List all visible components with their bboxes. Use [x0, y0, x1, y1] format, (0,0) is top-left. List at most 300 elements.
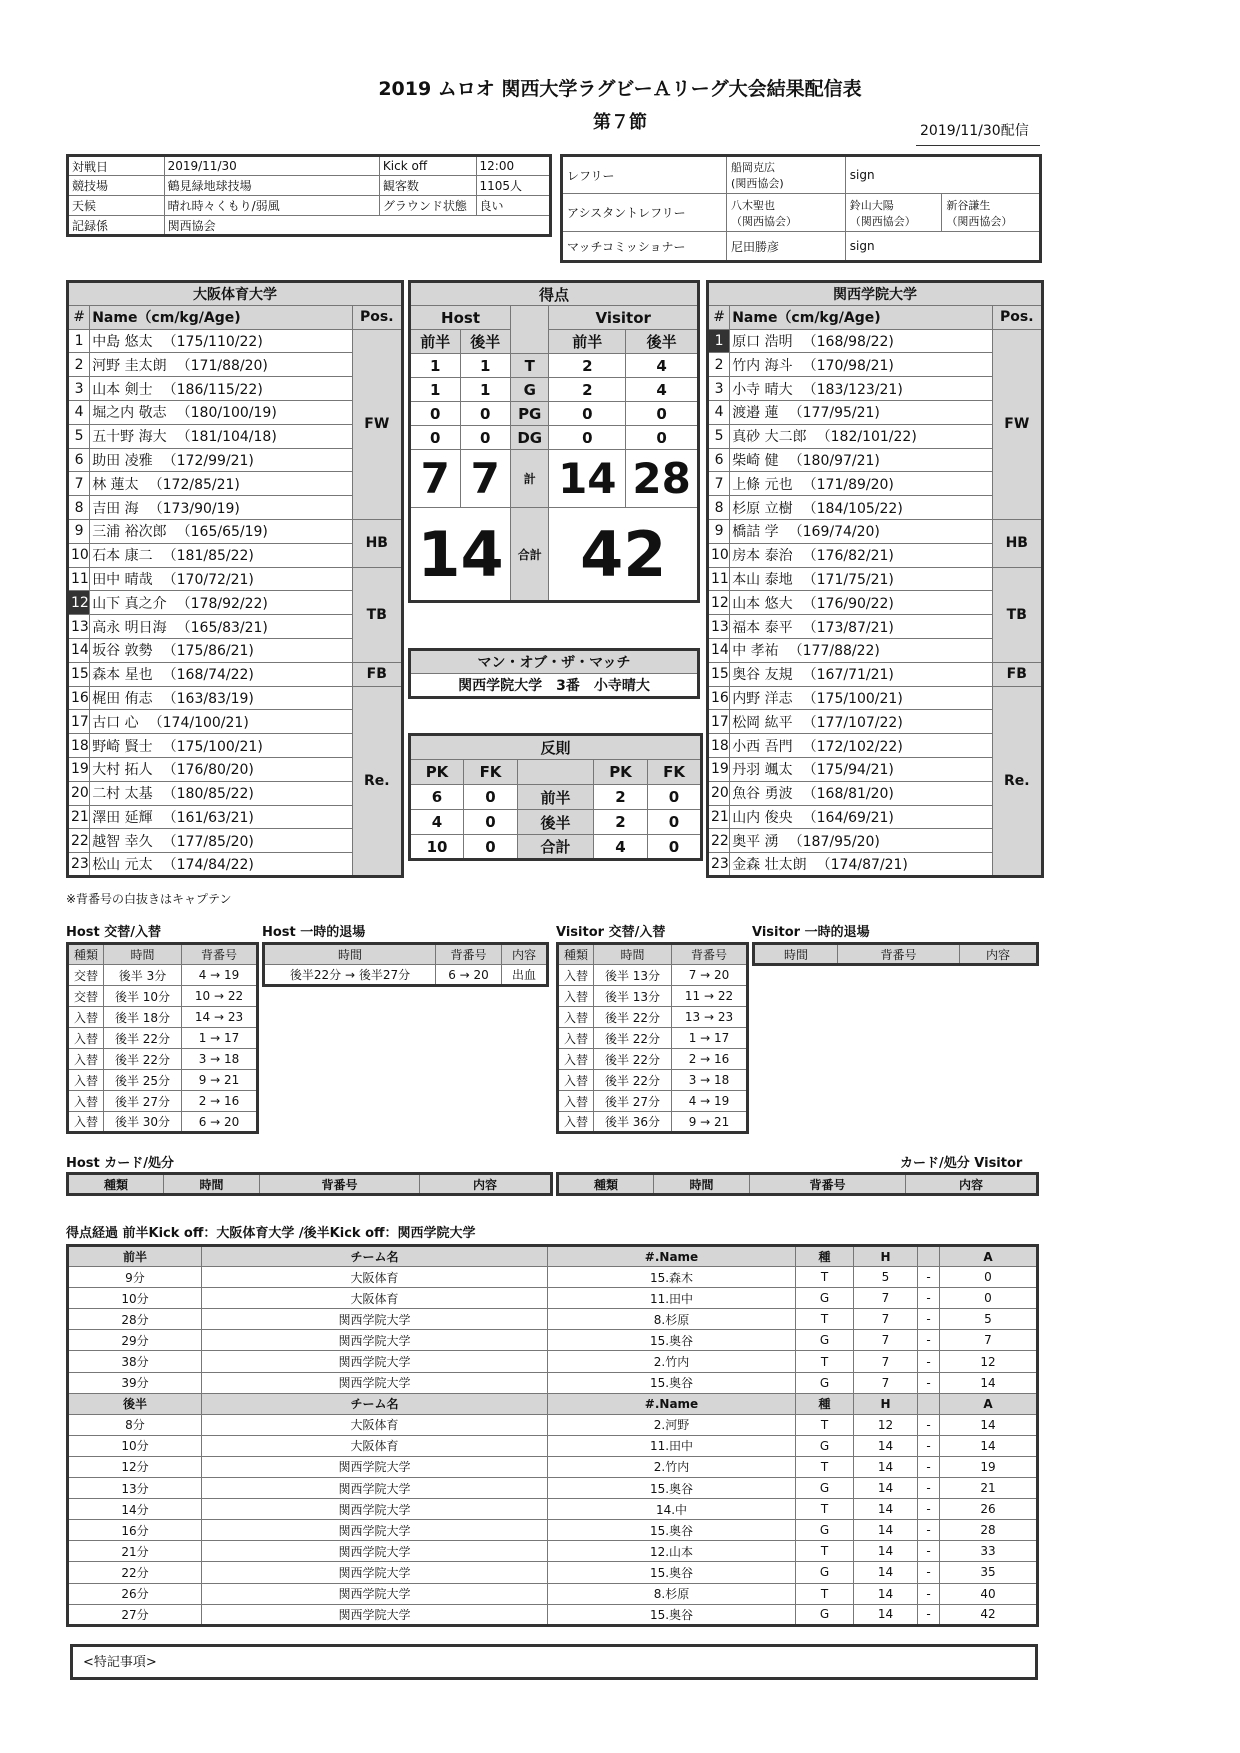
host-second-half-label: 後半 [460, 330, 511, 354]
player-cell [730, 400, 992, 424]
player-stats: （182/101/22) [816, 429, 917, 446]
player-name: 梶田 侑志 [92, 690, 153, 707]
score-breakdown [410, 354, 699, 450]
player-stats: （161/63/21) [162, 809, 254, 826]
player-name: 山下 真之介 [92, 595, 167, 612]
column-header: 時間 [164, 1174, 260, 1195]
player-stats: （168/81/20) [802, 786, 894, 803]
player-stats: （171/88/20) [176, 357, 268, 374]
table-row [558, 1028, 748, 1049]
table-cell: 後半 10分 [104, 986, 182, 1007]
table-cell: 後半 30分 [104, 1112, 182, 1133]
player-cell [730, 829, 992, 853]
scoring-cell: 39分 [68, 1372, 202, 1393]
visitor-total-score: 42 [549, 508, 699, 602]
recorder-label: 記録係 [68, 216, 165, 236]
scoring-cell: G [796, 1604, 854, 1625]
penalty-period: 前半 [518, 785, 594, 810]
player-number: 18 [68, 734, 90, 758]
scoring-cell: T [796, 1267, 854, 1288]
player-name: 魚谷 勇波 [732, 786, 793, 803]
scoring-column-header: 種 [796, 1393, 854, 1414]
player-name: 野崎 賢士 [92, 738, 153, 755]
player-name: 松山 元太 [92, 857, 153, 874]
player-stats: （172/85/21) [148, 476, 240, 493]
player-number: 8 [68, 496, 90, 520]
scoring-body [68, 1246, 1038, 1626]
player-stats: （175/94/21) [802, 762, 894, 779]
roster-team-header [708, 282, 1043, 306]
player-number: 7 [708, 472, 730, 496]
scoring-cell: 5 [854, 1267, 918, 1288]
column-header: 時間 [264, 944, 436, 965]
roster-row [708, 519, 1043, 543]
player-stats: （170/72/21) [162, 571, 254, 588]
host-second-half-DG: 0 [460, 426, 511, 450]
player-cell [730, 543, 992, 567]
penalty-row [410, 835, 702, 860]
table-cell: 後半 22分 [104, 1028, 182, 1049]
position-re: Re. [352, 686, 402, 876]
visitor-subs-table [556, 942, 749, 1134]
scoring-cell: - [918, 1330, 940, 1351]
column-header: 種類 [68, 944, 104, 965]
scoring-cell: 14 [854, 1604, 918, 1625]
player-name: 古口 心 [92, 714, 139, 731]
scoring-cell: - [918, 1309, 940, 1330]
scoring-cell: 11.田中 [548, 1435, 796, 1456]
player-stats: （186/115/22) [162, 381, 263, 398]
player-name: 小西 吾門 [732, 738, 793, 755]
scoring-row [68, 1583, 1038, 1604]
visitor-first-half-points: 14 [549, 450, 626, 508]
player-name: 五十野 海大 [92, 429, 167, 446]
subtotal-label: 計 [511, 450, 549, 508]
player-cell [730, 472, 992, 496]
table-cell: 後半22分 → 後半27分 [264, 965, 436, 986]
player-name: 山内 俊央 [732, 809, 793, 826]
player-cell [90, 734, 352, 758]
scoring-cell: 22分 [68, 1562, 202, 1583]
visitor-pk: 2 [594, 810, 648, 835]
scoring-cell: - [918, 1499, 940, 1520]
player-number: 14 [708, 638, 730, 662]
scoring-header-row [68, 1393, 1038, 1414]
player-cell [730, 757, 992, 781]
table-row [68, 1007, 258, 1028]
table-cell: 11 → 22 [672, 986, 748, 1007]
host-first-half-T: 1 [410, 354, 461, 378]
player-number: 19 [68, 757, 90, 781]
position-re: Re. [992, 686, 1042, 876]
player-number: 18 [708, 734, 730, 758]
host-pk: 4 [410, 810, 464, 835]
table-header-row [558, 944, 748, 965]
table-cell: 2 → 16 [672, 1049, 748, 1070]
player-cell [90, 448, 352, 472]
scoring-cell: 大阪体育 [202, 1435, 548, 1456]
player-cell [90, 757, 352, 781]
player-number: 6 [708, 448, 730, 472]
visitor-temp-label: Visitor 一時的退場 [752, 925, 870, 940]
host-fk: 0 [464, 835, 518, 860]
player-name: 真砂 大二郎 [732, 429, 807, 446]
table-cell: 後半 22分 [594, 1070, 672, 1091]
scoring-cell: - [918, 1541, 940, 1562]
table-cell: 入替 [558, 986, 594, 1007]
player-number: 7 [68, 472, 90, 496]
player-cell [90, 638, 352, 662]
player-name: 森本 星也 [92, 667, 153, 684]
num-header: # [708, 305, 730, 329]
table-cell: 7 → 20 [672, 965, 748, 986]
scoring-header-row [68, 1246, 1038, 1267]
scoring-row [68, 1351, 1038, 1372]
table-row [558, 1112, 748, 1133]
player-stats: （175/86/21) [162, 643, 254, 660]
ar1-name: 八木聖也 （関西協会） [727, 194, 846, 232]
score-visitor-label: Visitor [549, 306, 699, 330]
table-cell: 入替 [558, 965, 594, 986]
visitor-first-half-T: 2 [549, 354, 626, 378]
host-first-half-DG: 0 [410, 426, 461, 450]
scoring-cell: 28分 [68, 1309, 202, 1330]
table-cell: 交替 [68, 965, 104, 986]
player-cell [90, 353, 352, 377]
player-stats: （172/102/22) [802, 738, 903, 755]
player-name: 金森 壮太朗 [732, 857, 807, 874]
player-cell [730, 710, 992, 734]
scoring-cell: - [918, 1520, 940, 1541]
scoring-cell: 14 [940, 1414, 1038, 1435]
score-type-DG: DG [511, 426, 549, 450]
position-hb: HB [992, 519, 1042, 567]
player-name: 山本 剣士 [92, 381, 153, 398]
host-cards-table [66, 1172, 553, 1196]
table-cell: 9 → 21 [672, 1112, 748, 1133]
scoring-cell: - [918, 1351, 940, 1372]
scoring-cell: - [918, 1288, 940, 1309]
penalties-table [408, 733, 703, 861]
visitor-second-half-G: 4 [626, 378, 699, 402]
player-number: 3 [708, 377, 730, 401]
scoring-cell: 29分 [68, 1330, 202, 1351]
scoring-cell: 38分 [68, 1351, 202, 1372]
player-name: 中 孝祐 [732, 643, 779, 660]
host-second-half-G: 1 [460, 378, 511, 402]
score-row [410, 378, 699, 402]
player-stats: （165/83/21) [176, 619, 268, 636]
scoring-cell: 21分 [68, 1541, 202, 1562]
scoring-row [68, 1499, 1038, 1520]
player-number: 16 [708, 686, 730, 710]
weather-value: 晴れ時々くもり/弱風 [164, 196, 379, 216]
scoring-row [68, 1330, 1038, 1351]
host-pk-label: PK [410, 760, 464, 785]
visitor-first-half-G: 2 [549, 378, 626, 402]
scoring-cell: 関西学院大学 [202, 1562, 548, 1583]
scoring-cell: 2.河野 [548, 1414, 796, 1435]
date-label: 対戦日 [68, 156, 165, 176]
scoring-cell: 14 [854, 1456, 918, 1477]
table-row [558, 1007, 748, 1028]
player-cell [90, 472, 352, 496]
player-stats: （168/74/22) [162, 667, 254, 684]
scoring-row [68, 1309, 1038, 1330]
table-header-row [558, 1174, 1038, 1195]
player-cell [90, 567, 352, 591]
player-cell [730, 353, 992, 377]
penalty-row [410, 810, 702, 835]
scoring-cell: G [796, 1288, 854, 1309]
player-number: 22 [68, 829, 90, 853]
player-cell [730, 329, 992, 353]
table-cell: 後半 27分 [594, 1091, 672, 1112]
table-row [68, 1028, 258, 1049]
scoring-cell: 2.竹内 [548, 1351, 796, 1372]
table-cell: 入替 [558, 1007, 594, 1028]
position-fw: FW [352, 329, 402, 519]
scoring-cell: 16分 [68, 1520, 202, 1541]
table-cell: 14 → 23 [182, 1007, 258, 1028]
roster-row [708, 662, 1043, 686]
scoring-cell: 14 [854, 1520, 918, 1541]
player-stats: （176/90/22) [802, 595, 894, 612]
scoring-cell: 26 [940, 1499, 1038, 1520]
table-cell: 2 → 16 [182, 1091, 258, 1112]
table-header-row [754, 944, 1038, 965]
player-stats: （174/100/21) [148, 714, 249, 731]
special-notes-box [70, 1644, 1038, 1680]
player-stats: （168/98/22) [802, 333, 894, 350]
table-cell: 入替 [558, 1049, 594, 1070]
man-of-the-match [408, 648, 700, 699]
scoring-column-header: 前半 [68, 1246, 202, 1267]
table-row [558, 1049, 748, 1070]
mc-sign: sign [845, 232, 1040, 262]
host-cards-label: Host カード/処分 [66, 1156, 175, 1171]
player-number: 20 [708, 781, 730, 805]
host-pk: 6 [410, 785, 464, 810]
captain-note: ※背番号の白抜きはキャプテン [66, 892, 232, 906]
match-info-table [66, 154, 552, 237]
position-hb: HB [352, 519, 402, 567]
player-number: 12 [68, 591, 90, 615]
visitor-roster-table [706, 280, 1044, 878]
player-name: 渡邉 蓮 [732, 405, 779, 422]
document-title: 2019 ムロオ 関西大学ラグビーＡリーグ大会結果配信表 [378, 78, 862, 100]
table-cell: 3 → 18 [182, 1049, 258, 1070]
scoring-cell: 大阪体育 [202, 1267, 548, 1288]
table-cell: 入替 [68, 1007, 104, 1028]
player-stats: （170/98/21) [802, 357, 894, 374]
host-subs-table [66, 942, 259, 1134]
table-header-row [68, 1174, 552, 1195]
distribution-date: 2019/11/30配信 [920, 123, 1029, 139]
host-roster-table [66, 280, 404, 878]
player-number: 21 [68, 805, 90, 829]
player-cell [90, 615, 352, 639]
visitor-subs-label: Visitor 交替/入替 [556, 925, 666, 940]
mc-name: 尼田勝彦 [727, 232, 846, 262]
player-name: 越智 幸久 [92, 833, 153, 850]
player-name: 澤田 延輝 [92, 809, 153, 826]
player-number: 4 [708, 400, 730, 424]
table-row [68, 1070, 258, 1091]
table-row [68, 1091, 258, 1112]
team-name: 関西学院大学 [708, 282, 1043, 306]
visitor-cards-table [556, 1172, 1039, 1196]
num-header: # [68, 305, 90, 329]
table-row [558, 965, 748, 986]
column-header: 内容 [502, 944, 548, 965]
column-header: 時間 [104, 944, 182, 965]
visitor-fk: 0 [648, 835, 702, 860]
player-number: 13 [708, 615, 730, 639]
header-rule [916, 145, 1040, 146]
scoring-cell: 7 [854, 1351, 918, 1372]
scoring-row [68, 1267, 1038, 1288]
player-cell [730, 638, 992, 662]
table-row [68, 986, 258, 1007]
scoring-cell: 10分 [68, 1435, 202, 1456]
scoring-cell: 7 [854, 1288, 918, 1309]
position-tb: TB [992, 567, 1042, 662]
visitor-pk-label: PK [594, 760, 648, 785]
scoring-cell: 13分 [68, 1478, 202, 1499]
player-stats: （177/107/22) [802, 714, 903, 731]
scoring-column-header: #.Name [548, 1393, 796, 1414]
column-header: 内容 [906, 1174, 1038, 1195]
player-stats: （178/92/22) [176, 595, 268, 612]
penalties-rows [410, 785, 702, 860]
scoring-cell: 15.奥谷 [548, 1604, 796, 1625]
player-cell [90, 329, 352, 353]
table-row [558, 1070, 748, 1091]
visitor-second-half-PG: 0 [626, 402, 699, 426]
table-cell: 入替 [68, 1070, 104, 1091]
table-cell: 1 → 17 [672, 1028, 748, 1049]
player-number: 3 [68, 377, 90, 401]
column-header: 種類 [68, 1174, 164, 1195]
player-cell [730, 686, 992, 710]
player-number: 15 [68, 662, 90, 686]
penalty-row [410, 785, 702, 810]
scoring-column-header: 種 [796, 1246, 854, 1267]
scoring-cell: - [918, 1478, 940, 1499]
player-cell [90, 519, 352, 543]
player-number: 5 [708, 424, 730, 448]
weather-label: 天候 [68, 196, 165, 216]
player-stats: （177/85/20) [162, 833, 254, 850]
player-stats: （181/85/22) [162, 548, 254, 565]
player-cell [730, 853, 992, 877]
scoring-cell: T [796, 1351, 854, 1372]
scoring-cell: 14分 [68, 1499, 202, 1520]
player-name: 奥平 湧 [732, 833, 779, 850]
player-cell [730, 377, 992, 401]
scoring-row [68, 1288, 1038, 1309]
player-stats: （177/88/22) [788, 643, 880, 660]
scoring-cell: 7 [940, 1330, 1038, 1351]
column-header: 種類 [558, 1174, 654, 1195]
player-cell [730, 496, 992, 520]
scoring-cell: 関西学院大学 [202, 1351, 548, 1372]
table-cell: 後半 22分 [594, 1028, 672, 1049]
scoring-column-header: チーム名 [202, 1246, 548, 1267]
visitor-second-half-DG: 0 [626, 426, 699, 450]
kickoff-label: Kick off [379, 156, 476, 176]
table-cell: 後半 18分 [104, 1007, 182, 1028]
player-name: 内野 洋志 [732, 690, 793, 707]
kickoff-value: 12:00 [476, 156, 550, 176]
player-number: 22 [708, 829, 730, 853]
name-header: Name（cm/kg/Age) [730, 305, 992, 329]
team-name: 大阪体育大学 [68, 282, 403, 306]
scoring-row [68, 1520, 1038, 1541]
player-number: 20 [68, 781, 90, 805]
round-title: 第７節 [593, 112, 647, 133]
scoring-cell: - [918, 1562, 940, 1583]
player-name: 河野 圭太朗 [92, 357, 167, 374]
player-number: 8 [708, 496, 730, 520]
player-cell [90, 424, 352, 448]
penalty-period: 合計 [518, 835, 594, 860]
total-label: 合計 [511, 508, 549, 602]
player-stats: （163/83/19) [162, 690, 254, 707]
scoring-cell: 大阪体育 [202, 1414, 548, 1435]
score-row [410, 426, 699, 450]
player-number: 11 [708, 567, 730, 591]
table-cell: 4 → 19 [182, 965, 258, 986]
table-row [264, 965, 548, 986]
officials-table [560, 154, 1042, 263]
recorder-value: 関西協会 [164, 216, 550, 236]
name-header: Name（cm/kg/Age) [90, 305, 352, 329]
scoring-cell: - [918, 1583, 940, 1604]
scoring-dash-header [918, 1246, 940, 1267]
scoring-column-header: A [940, 1393, 1038, 1414]
player-cell [90, 829, 352, 853]
score-host-label: Host [410, 306, 511, 330]
attendance-label: 観客数 [379, 176, 476, 196]
player-stats: （167/71/21) [802, 667, 894, 684]
scoring-cell: 15.奥谷 [548, 1330, 796, 1351]
scoring-cell: 15.奥谷 [548, 1478, 796, 1499]
player-number: 16 [68, 686, 90, 710]
scoring-label: 得点経過 前半Kick off：大阪体育大学 /後半Kick off：関西学院大学 [66, 1226, 476, 1241]
scoring-cell: T [796, 1541, 854, 1562]
player-cell [730, 448, 992, 472]
player-stats: （173/87/21) [802, 619, 894, 636]
player-name: 福本 泰平 [732, 619, 793, 636]
mc-label: マッチコミッショナー [562, 232, 727, 262]
roster-column-header [708, 305, 1043, 329]
player-name: 石本 康二 [92, 548, 153, 565]
player-name: 助田 凌雅 [92, 452, 153, 469]
referee-label: レフリー [562, 156, 727, 194]
player-cell [730, 615, 992, 639]
table-cell: 交替 [68, 986, 104, 1007]
roster-row [68, 662, 403, 686]
host-temp-table [262, 942, 549, 987]
table-row [68, 965, 258, 986]
position-fw: FW [992, 329, 1042, 519]
scoring-column-header: 後半 [68, 1393, 202, 1414]
player-number: 19 [708, 757, 730, 781]
player-cell [730, 567, 992, 591]
table-cell: 後半 13分 [594, 965, 672, 986]
